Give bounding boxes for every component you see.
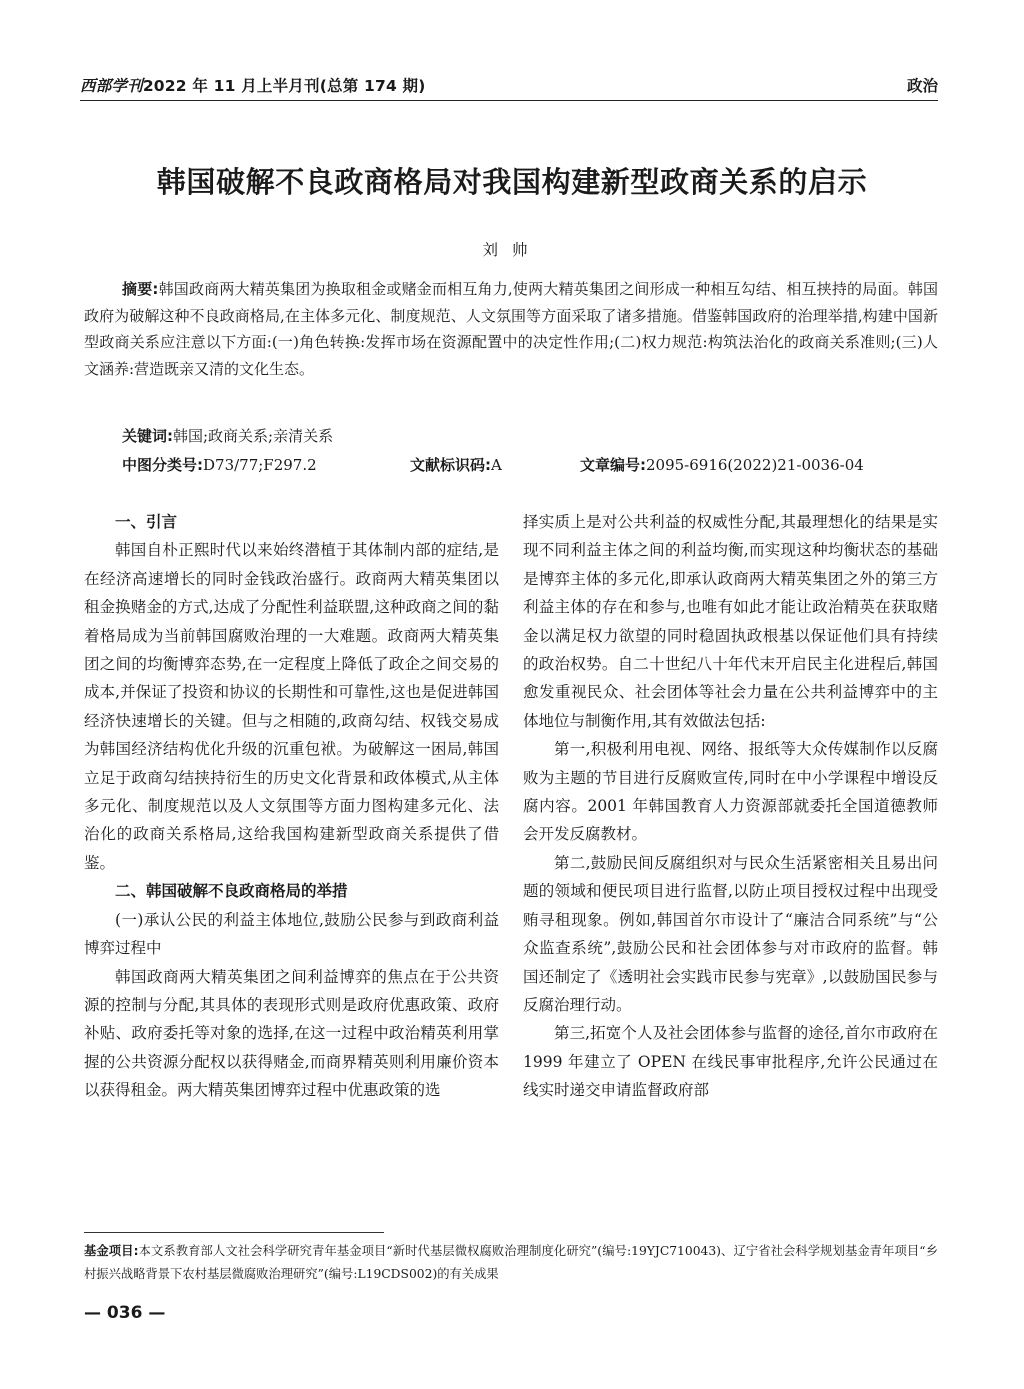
journal-issue-line <box>80 74 426 96</box>
body-column-left <box>84 508 499 1105</box>
body-column-right <box>523 508 938 1105</box>
abstract <box>84 276 938 382</box>
body-paragraph: 第二,鼓励民间反腐组织对与民众生活紧密相关且易出问题的领域和便民项目进行监督,以防止项目授权过程中出现受贿寻租现象。例如,韩国首尔市设计了“廉洁合同系统”与“公众监查系统”,鼓励公民和社会团体参与对市政府的监督。韩国还制定了《透明社会实践市民参与宪章》,以鼓励国民参与反腐治理行动。 <box>523 853 938 1014</box>
clc-label: 中图分类号: <box>122 456 203 474</box>
issue-info: 2022 年 11 月上半月刊(总第 174 期) <box>142 77 426 95</box>
subsection-heading: (一)承认公民的利益主体地位,鼓励公民参与到政商利益博弈过程中 <box>84 910 499 958</box>
journal-logo: 西部学刊 <box>80 76 143 95</box>
page-number: — 036 — <box>84 1303 166 1323</box>
body-paragraph: 韩国自朴正熙时代以来始终潜植于其体制内部的症结,是在经济高速增长的同时金钱政治盛行。政商两大精英集团以租金换赌金的方式,达成了分配性利益联盟,这种政商之间的黏着格局成为当前韩国腐败治理的一大难题。政商两大精英集团之间的均衡博弈态势,在一定程度上降低了政企之间交易的成本,并保证了投资和协议的长期性和可靠性,这也是促进韩国经济快速增长的关键。但与之相随的,政商勾结、权钱交易成为韩国经济结构优化升级的沉重包袱。为破解这一困局,韩国立足于政商勾结挟持衍生的历史文化背景和政体模式,从主体多元化、制度规范以及人文氛围等方面力图构建多元化、法治化的政商关系格局,这给我国构建新型政商关系提供了借鉴。 <box>84 541 499 872</box>
keywords-label: 关键词: <box>122 427 173 445</box>
body-paragraph: 韩国政商两大精英集团之间利益博弈的焦点在于公共资源的控制与分配,其具体的表现形式则是政府优惠政策、政府补贴、政府委托等对象的选择,在这一过程中政治精英利用掌握的公共资源分配权以获得赌金,而商界精英则利用廉价资本以获得租金。两大精英集团博弈过程中优惠政策的选 <box>84 967 499 1100</box>
article-label: 文章编号: <box>580 456 646 474</box>
header-rule <box>80 100 938 101</box>
document-code <box>410 454 502 475</box>
body-paragraph: 第三,拓宽个人及社会团体参与监督的途径,首尔市政府在 1999 年建立了 OPEN 在线民事审批程序,允许公民通过在线实时递交申请监督政府部 <box>523 1024 938 1100</box>
footnote-rule <box>84 1232 384 1233</box>
section-name: 政治 <box>906 77 938 95</box>
author-name: 刘帅 <box>482 241 542 259</box>
abstract-label: 摘要: <box>122 280 159 298</box>
clc-value: D73/77;F297.2 <box>203 456 317 474</box>
clc-code <box>122 454 317 475</box>
article-value: 2095-6916(2022)21-0036-04 <box>646 456 864 474</box>
doc-value: A <box>491 456 502 474</box>
funding-label: 基金项目: <box>84 1244 139 1258</box>
section-heading-intro: 一、引言 <box>115 513 178 531</box>
abstract-text: 韩国政商两大精英集团为换取租金或赌金而相互角力,使两大精英集团之间形成一种相互勾结、相互挟持的局面。韩国政府为破解这种不良政商格局,在主体多元化、制度规范、人文氛围等方面采取了诸多措施。借鉴韩国政府的治理举措,构建中国新型政商关系应注意以下方面:(一)角色转换:发挥市场在资源配置中的决定性作用;(二)权力规范:构筑法治化的政商关系准则;(三)人文涵养:营造既亲又清的文化生态。 <box>84 280 939 378</box>
funding-text: 本文系教育部人文社会科学研究青年基金项目“新时代基层微权腐败治理制度化研究”(编号:19YJC710043)、辽宁省社会科学规划基金青年项目“乡村振兴战略背景下农村基层微腐败治理研究”(编号:L19CDS002)的有关成果 <box>84 1244 938 1281</box>
classification-line <box>122 454 938 478</box>
section-heading-measures: 二、韩国破解不良政商格局的举措 <box>115 882 348 901</box>
keywords <box>122 425 333 446</box>
keywords-text: 韩国;政商关系;亲清关系 <box>173 427 334 445</box>
article-title: 韩国破解不良政商格局对我国构建新型政商关系的启示 <box>156 165 868 199</box>
running-header <box>80 70 938 100</box>
article-number <box>580 454 864 475</box>
funding-note <box>84 1240 938 1286</box>
doc-label: 文献标识码: <box>410 456 491 474</box>
body-paragraph: 第一,积极利用电视、网络、报纸等大众传媒制作以反腐败为主题的节目进行反腐败宣传,同时在中小学课程中增设反腐内容。2001 年韩国教育人力资源部就委托全国道德教师会开发反腐教材。 <box>523 740 938 844</box>
body-paragraph-continued: 择实质上是对公共利益的权威性分配,其最理想化的结果是实现不同利益主体之间的利益均衡,而实现这种均衡状态的基础是博弈主体的多元化,即承认政商两大精英集团之外的第三方利益主体的存在和参与,也唯有如此才能让政治精英在获取赌金以满足权力欲望的同时稳固执政根基以保证他们具有持续的政治权势。自二十世纪八十年代末开启民主化进程后,韩国愈发重视民众、社会团体等社会力量在公共利益博弈中的主体地位与制衡作用,其有效做法包括: <box>523 513 938 730</box>
